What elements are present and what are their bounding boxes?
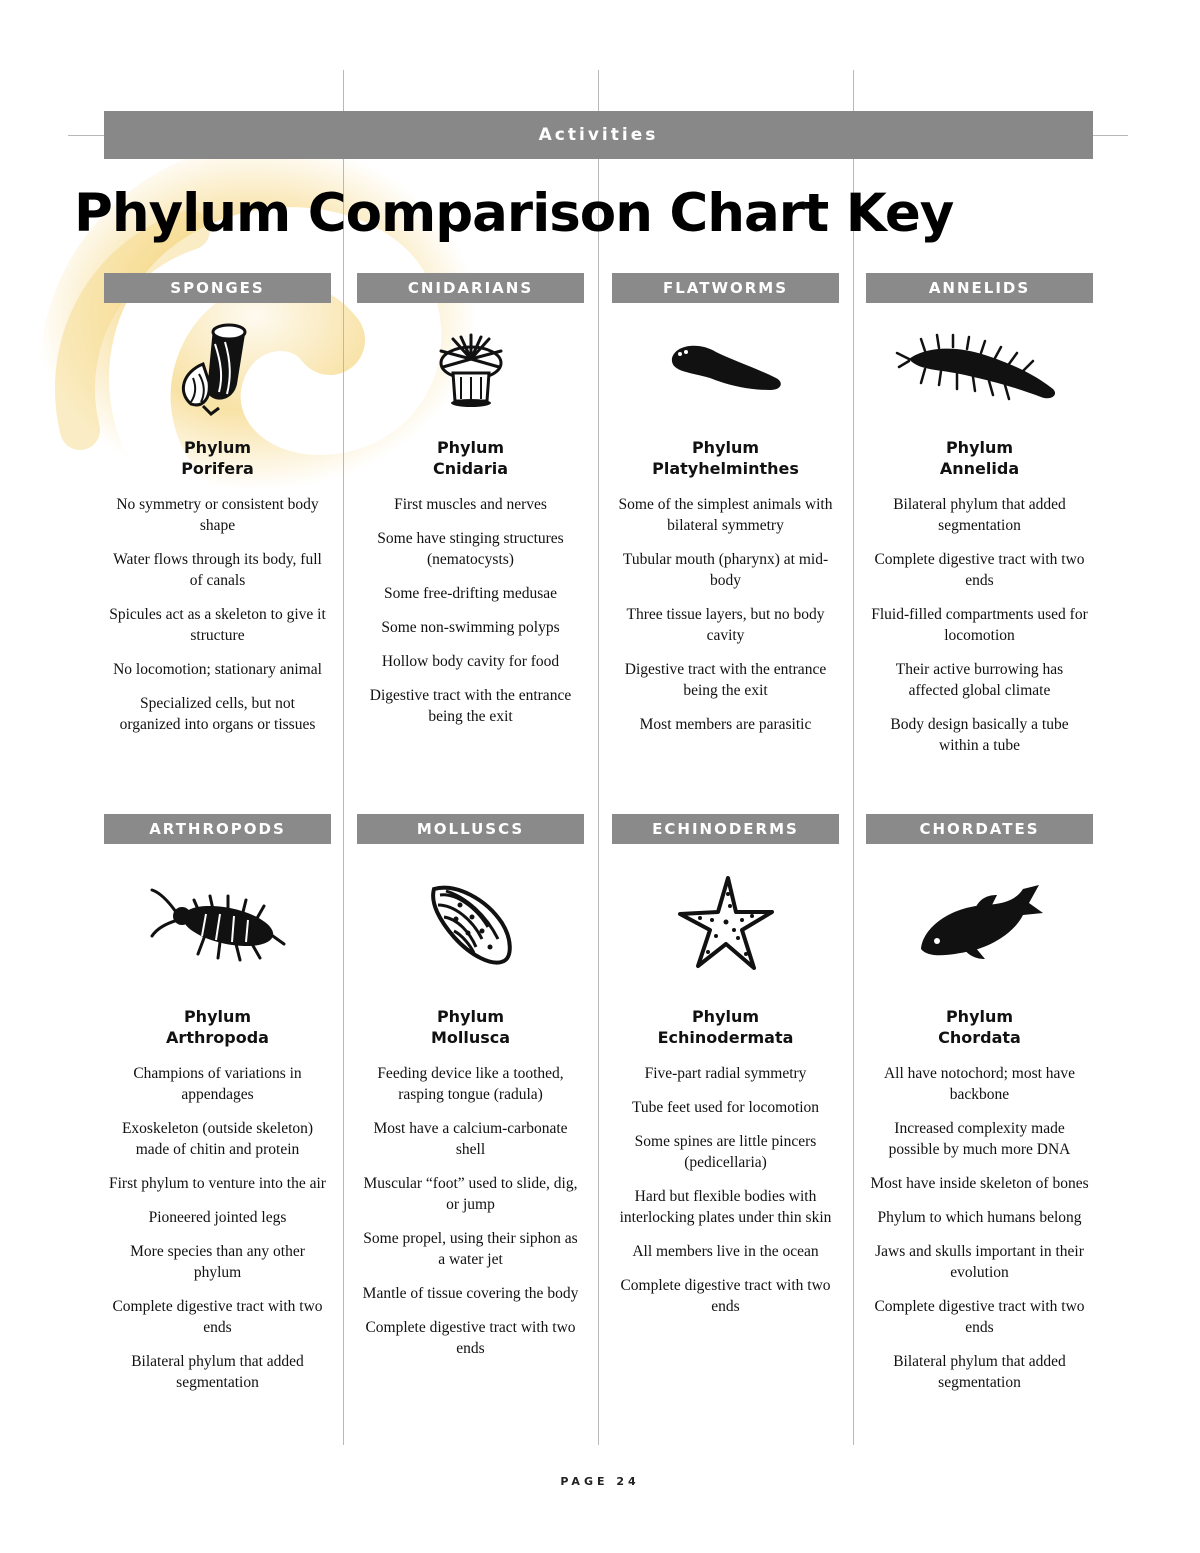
fact-item: Five-part radial symmetry: [644, 1065, 807, 1082]
anemone-icon: [431, 329, 511, 409]
fact-item: Some non-swimming polyps: [381, 619, 560, 636]
fact-item: Specialized cells, but not organized into organs or tissues: [119, 695, 316, 733]
phylum-label: Phylum: [945, 1007, 1014, 1026]
phylum-column-cnidarians: [357, 273, 584, 740]
phylum-facts: [357, 494, 584, 727]
fact-item: No locomotion; stationary animal: [113, 661, 322, 678]
fact-item: Most members are parasitic: [639, 716, 812, 733]
flatworm-icon: [666, 334, 786, 404]
fact-item: All have notochord; most have backbone: [883, 1065, 1076, 1103]
fact-item: First muscles and nerves: [394, 496, 547, 513]
phylum-header: CHORDATES: [866, 814, 1093, 844]
fact-item: All members live in the ocean: [632, 1243, 819, 1260]
phylum-scientific-name: Chordata: [938, 1028, 1021, 1047]
fact-item: Bilateral phylum that added segmentation: [893, 496, 1066, 534]
phylum-header: SPONGES: [104, 273, 331, 303]
fact-item: Most have inside skeleton of bones: [870, 1175, 1089, 1192]
fact-item: Some of the simplest animals with bilateral symmetry: [618, 496, 833, 534]
fact-item: First phylum to venture into the air: [109, 1175, 326, 1192]
phylum-header: ARTHROPODS: [104, 814, 331, 844]
fact-item: Three tissue layers, but no body cavity: [626, 606, 825, 644]
phylum-header: ECHINODERMS: [612, 814, 839, 844]
phylum-column-molluscs: [357, 814, 584, 1372]
fact-item: Bilateral phylum that added segmentation: [893, 1353, 1066, 1391]
fact-item: Exoskeleton (outside skeleton) made of chitin and protein: [121, 1120, 314, 1158]
phylum-scientific-name: Cnidaria: [432, 459, 509, 478]
page-number: PAGE 24: [560, 1475, 640, 1488]
column-divider: [853, 70, 854, 1445]
phylum-header: MOLLUSCS: [357, 814, 584, 844]
fact-item: Mantle of tissue covering the body: [362, 1285, 579, 1302]
fact-item: Body design basically a tube within a tube: [890, 716, 1069, 754]
segmented-worm-icon: [895, 329, 1065, 409]
fact-item: Complete digestive tract with two ends: [874, 1298, 1085, 1336]
phylum-label: Phylum: [945, 438, 1014, 457]
phylum-scientific-name: Porifera: [181, 459, 254, 478]
fact-item: Pioneered jointed legs: [148, 1209, 287, 1226]
fact-item: Digestive tract with the entrance being the exit: [624, 661, 827, 699]
fact-item: Hard but flexible bodies with interlocking plates under thin skin: [619, 1188, 832, 1226]
header-rule-right: [1093, 135, 1128, 136]
phylum-name: [866, 1006, 1093, 1048]
fact-item: Some have stinging structures (nematocysts): [377, 530, 564, 568]
fact-item: Most have a calcium-carbonate shell: [373, 1120, 568, 1158]
fact-item: Complete digestive tract with two ends: [112, 1298, 323, 1336]
column-divider: [598, 70, 599, 1445]
phylum-column-sponges: [104, 273, 331, 748]
sponge-icon: [173, 322, 263, 417]
phylum-name: [357, 1006, 584, 1048]
header-rule-left: [68, 135, 104, 136]
phylum-header: ANNELIDS: [866, 273, 1093, 303]
column-divider: [343, 70, 344, 1445]
fact-item: Bilateral phylum that added segmentation: [131, 1353, 304, 1391]
phylum-facts: [866, 1063, 1093, 1393]
fact-item: More species than any other phylum: [130, 1243, 305, 1281]
fact-item: Tubular mouth (pharynx) at mid-body: [622, 551, 829, 589]
phylum-name: [104, 437, 331, 479]
fish-icon: [915, 879, 1045, 969]
phylum-scientific-name: Echinodermata: [657, 1028, 794, 1047]
phylum-scientific-name: Mollusca: [430, 1028, 511, 1047]
phylum-name: [104, 1006, 331, 1048]
fact-item: Champions of variations in appendages: [133, 1065, 302, 1103]
phylum-facts: [104, 494, 331, 735]
fact-item: Fluid-filled compartments used for locomotion: [871, 606, 1088, 644]
fact-item: Digestive tract with the entrance being the exit: [369, 687, 572, 725]
insect-icon: [148, 884, 288, 964]
starfish-icon: [676, 874, 776, 974]
phylum-label: Phylum: [691, 438, 760, 457]
phylum-scientific-name: Platyhelminthes: [652, 459, 799, 478]
phylum-header: CNIDARIANS: [357, 273, 584, 303]
phylum-scientific-name: Annelida: [939, 459, 1020, 478]
phylum-facts: [104, 1063, 331, 1393]
phylum-column-chordates: [866, 814, 1093, 1406]
phylum-label: Phylum: [436, 1007, 505, 1026]
fact-item: Some propel, using their siphon as a water jet: [363, 1230, 578, 1268]
fact-item: Increased complexity made possible by much more DNA: [888, 1120, 1071, 1158]
fact-item: Complete digestive tract with two ends: [620, 1277, 831, 1315]
section-banner: Activities: [104, 111, 1093, 159]
phylum-label: Phylum: [183, 438, 252, 457]
phylum-label: Phylum: [691, 1007, 760, 1026]
fact-item: No symmetry or consistent body shape: [116, 496, 319, 534]
fact-item: Muscular “foot” used to slide, dig, or jump: [363, 1175, 578, 1213]
fact-item: Complete digestive tract with two ends: [874, 551, 1085, 589]
page-title: Phylum Comparison Chart Key: [74, 183, 954, 244]
phylum-column-echinoderms: [612, 814, 839, 1330]
phylum-facts: [866, 494, 1093, 756]
fact-item: Spicules act as a skeleton to give it structure: [109, 606, 326, 644]
shell-icon: [426, 879, 516, 969]
phylum-name: [612, 1006, 839, 1048]
fact-item: Their active burrowing has affected global climate: [895, 661, 1064, 699]
fact-item: Tube feet used for locomotion: [631, 1099, 820, 1116]
phylum-column-flatworms: [612, 273, 839, 748]
phylum-column-arthropods: [104, 814, 331, 1406]
phylum-label: Phylum: [436, 438, 505, 457]
phylum-header: FLATWORMS: [612, 273, 839, 303]
fact-item: Jaws and skulls important in their evolution: [875, 1243, 1084, 1281]
phylum-name: [866, 437, 1093, 479]
fact-item: Water flows through its body, full of canals: [113, 551, 322, 589]
phylum-scientific-name: Arthropoda: [166, 1028, 269, 1047]
phylum-column-annelids: [866, 273, 1093, 769]
fact-item: Feeding device like a toothed, rasping tongue (radula): [377, 1065, 564, 1103]
fact-item: Some spines are little pincers (pedicellaria): [634, 1133, 817, 1171]
fact-item: Some free-drifting medusae: [383, 585, 558, 602]
fact-item: Phylum to which humans belong: [877, 1209, 1082, 1226]
fact-item: Complete digestive tract with two ends: [365, 1319, 576, 1357]
phylum-name: [612, 437, 839, 479]
phylum-facts: [612, 1063, 839, 1317]
fact-item: Hollow body cavity for food: [381, 653, 560, 670]
phylum-label: Phylum: [183, 1007, 252, 1026]
phylum-facts: [357, 1063, 584, 1359]
phylum-facts: [612, 494, 839, 735]
phylum-name: [357, 437, 584, 479]
